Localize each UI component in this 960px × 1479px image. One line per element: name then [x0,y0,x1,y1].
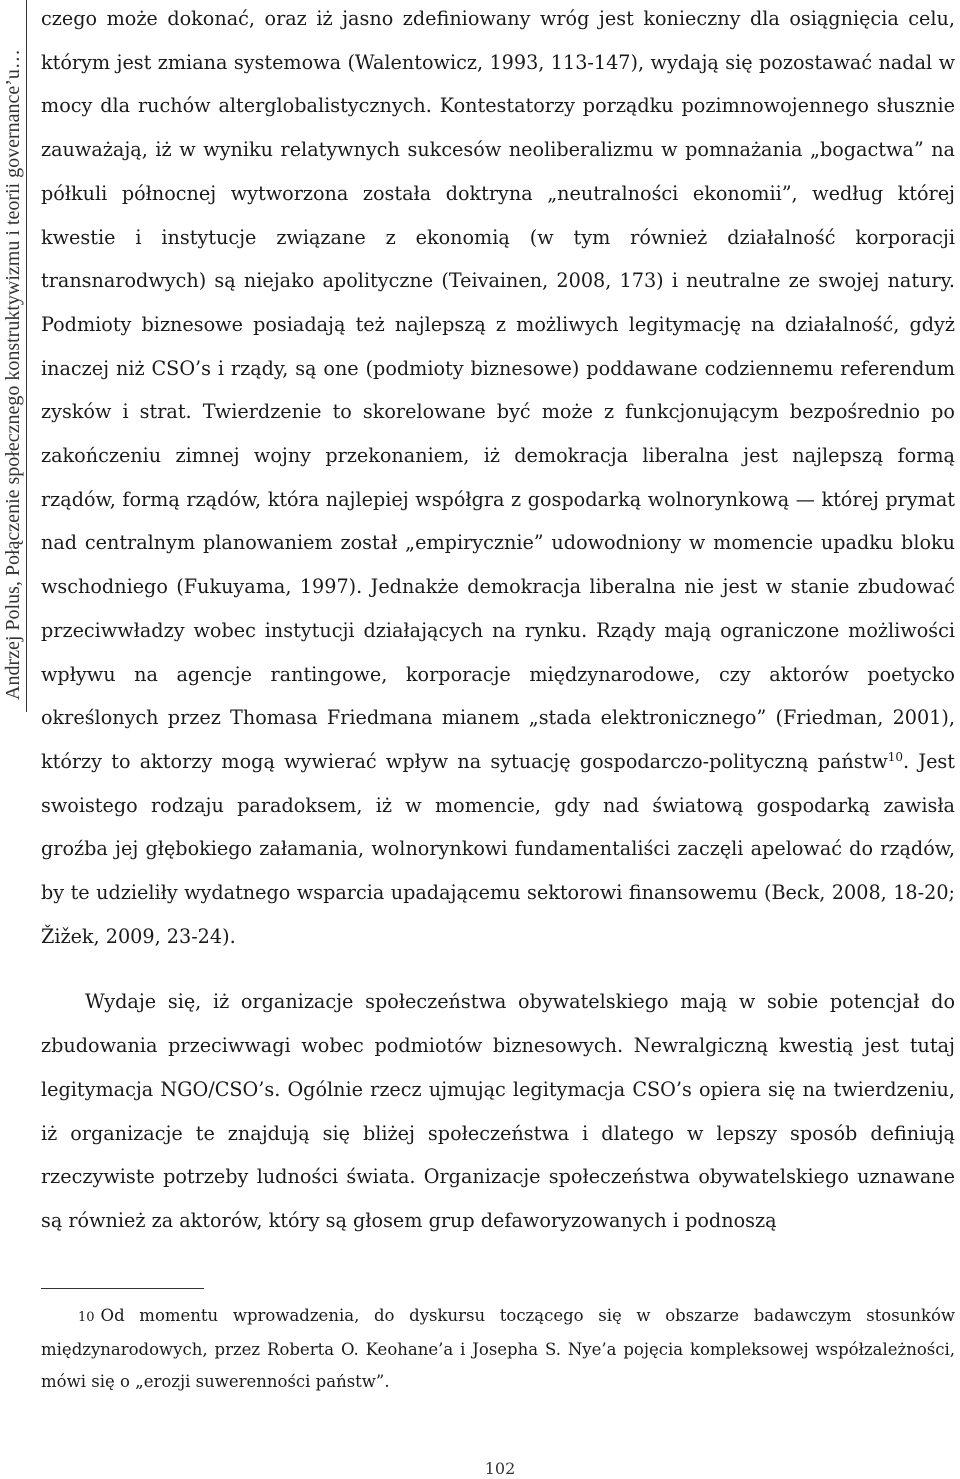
paragraph [41,0,955,958]
paragraph-text: . Jest swoistego rodzaju paradoksem, iż w momencie, gdy nad światową gospodarką zawisła groźba jej głębokiego załamania, wolnorynkowi fundamentaliści zaczęli apelować do rządów, by te udzieliły wydatnego wsparcia upadającemu sektorowi finansowemu (Beck, 2008, 18-20; Žižek, 2009, 23-24). [41,749,955,948]
page-content [41,0,955,1243]
footnote-number: 10 [78,1310,95,1325]
paragraph [41,980,955,1242]
paragraph-text: Wydaje się, iż organizacje społeczeństwa obywatelskiego mają w sobie potencjał do zbudowania przeciwwagi wobec podmiotów biznesowych. Newralgiczną kwestią jest tutaj legitymacja NGO/CSO’s. Ogólnie rzecz ujmując legitymacja CSO’s opiera się na twierdzeniu, iż organizacje te znajdują się bliżej społeczeństwa i dlatego w lepszy sposób definiują rzeczywiste potrzeby ludności świata. Organizacje społeczeństwa obywatelskiego uznawane są również za aktorów, który są głosem grup defaworyzowanych i podnoszą [41,990,955,1232]
footnote-reference[interactable]: 10 [887,749,904,764]
page-number: 102 [484,1459,516,1478]
body-text [41,0,955,1243]
footnote-text: Od momentu wprowadzenia, do dyskursu toczącego się w obszarze badawczym stosunków międzynarodowych, przez Roberta O. Keohane’a i Josepha S. Nye’a pojęcia kompleksowej współzależności, mówi się o „erozji suwerenności państw”. [41,1306,955,1391]
footnote [41,1300,955,1398]
footnote-separator [41,1288,204,1289]
running-head [0,0,27,712]
running-head-text: Andrzej Polus, Połączenie społecznego konstruktywizmu i teorii governance’u… [2,49,24,700]
paragraph-text: czego może dokonać, oraz iż jasno zdefiniowany wróg jest konieczny dla osiągnięcia celu, którym jest zmiana systemowa (Walentowicz, 1993, 113-147), wydają się pozostawać nadal w mocy dla ruchów alterglobalistycznych. Kontestatorzy porządku pozimnowojennego słusznie zauważają, iż w wyniku relatywnych sukcesów neoliberalizmu w pomnażania „bogactwa” na półkuli północnej wytworzona została doktryna „neutralności ekonomii”, według której kwestie i instytucje związane z ekonomią (w tym również działalność korporacji transnarodwych) są niejako apolityczne (Teivainen, 2008, 173) i neutralne ze swojej natury. Podmioty biznesowe posiadają też najlepszą z możliwych legitymację na działalność, gdyż inaczej niż CSO’s i rządy, są one (podmioty biznesowe) poddawane codziennemu referendum zysków i strat. Twierdzenie to skorelowane być może z funkcjonującym bezpośrednio po zakończeniu zimnej wojny przekonaniem, iż demokracja liberalna jest najlepszą formą rządów, formą rządów, która najlepiej współgra z gospodarką wolnorynkową — której prymat nad centralnym planowaniem został „empirycznie” udowodniony w momencie upadku bloku wschodniego (Fukuyama, 1997). Jednakże demokracja liberalna nie jest w stanie zbudować przeciwwładzy wobec instytucji działających na rynku. Rządy mają ograniczone możliwości wpływu na agencje rantingowe, korporacje międzynarodowe, czy aktorów poetycko określonych przez Thomasa Friedmana mianem „stada elektronicznego” (Friedman, 2001), którzy to aktorzy mogą wywierać wpływ na sytuację gospodarczo-polityczną państw [41,7,955,773]
